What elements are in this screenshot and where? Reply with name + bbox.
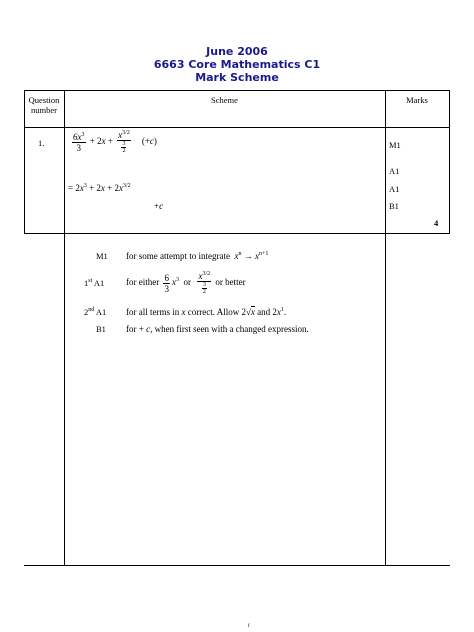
doc-title-paper: 6663 Core Mathematics C1: [153, 58, 321, 71]
scheme-line-1: $\frac{6x^3}{3}$ + 2x + $\frac{x^{3/2}}{\frac{3}{2}}$ (+c): [73, 130, 157, 154]
scheme-line-2: = $2x^3 + 2x + 2x^{3/2}$: [68, 183, 131, 193]
table-top-border: [24, 90, 450, 91]
mark-m1: M1: [389, 140, 401, 150]
footer-mark: f: [248, 624, 250, 629]
col-divider-question: [64, 90, 65, 565]
doc-title-type: Mark Scheme: [195, 71, 279, 84]
doc-title-date: June 2006: [206, 45, 268, 58]
header-question-line1: Question: [28, 95, 60, 105]
table-right-border: [449, 90, 450, 234]
header-marks: Marks: [406, 95, 428, 105]
note-code-1st-a1: 1st A1: [84, 278, 105, 288]
header-question-line2: number: [31, 105, 57, 115]
table-bottom-border: [24, 565, 450, 566]
table-section-divider: [24, 233, 450, 234]
note-text-m1: for some attempt to integrate $x^n \to x^{n+1}$: [126, 251, 269, 261]
question-number: 1.: [38, 138, 45, 148]
note-code-2nd-a1: 2nd A1: [84, 307, 107, 317]
fraction-x32-over-32: $\frac{x^{3/2}}{\frac{3}{2}}$: [118, 130, 130, 154]
header-scheme: Scheme: [211, 95, 238, 105]
note-text-b1: for + c, when first seen with a changed expression.: [126, 324, 309, 334]
mark-a1-first: A1: [389, 166, 400, 176]
fraction-6x3-over-3: $\frac{6x^3}{3}$: [73, 131, 85, 153]
table-header-bottom-border: [24, 127, 450, 128]
note-code-m1: M1: [96, 251, 108, 261]
header-question-number: [24, 95, 64, 115]
col-divider-marks: [385, 90, 386, 565]
note-text-1st-a1: for either $\frac{6}{3}$ $x^3$ or $\frac{x^{3/2}}{\frac{3}{2}}$ or better: [126, 271, 246, 295]
note-text-2nd-a1: for all terms in x correct. Allow 2√x and $2x^1$.: [126, 307, 287, 317]
scheme-line-3: +c: [154, 201, 164, 211]
mark-a1-second: A1: [389, 184, 400, 194]
mark-b1: B1: [389, 201, 399, 211]
note-code-b1: B1: [96, 324, 106, 334]
mark-total: 4: [434, 218, 439, 228]
